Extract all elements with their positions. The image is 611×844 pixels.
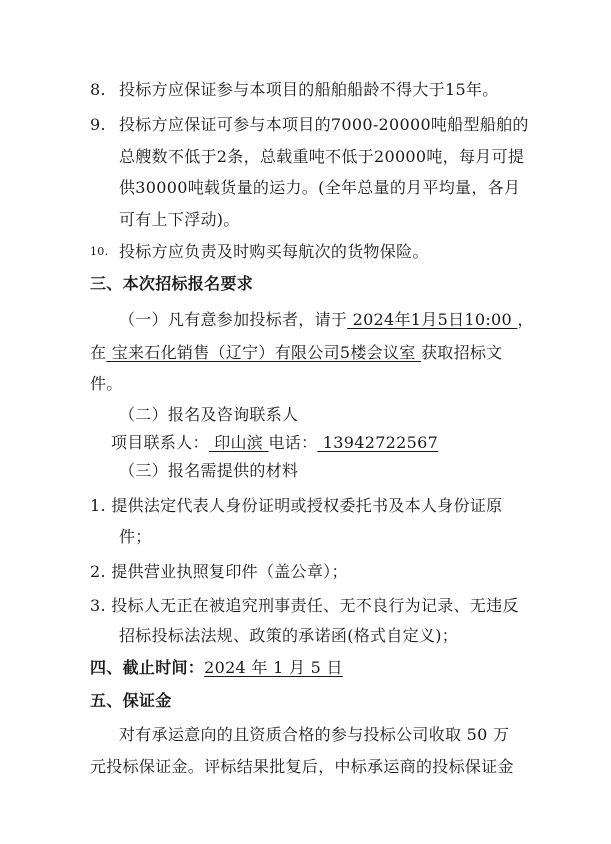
materials-subheading: （三）报名需提供的材料 (119, 461, 299, 480)
material-1-line-2: 件； (119, 527, 152, 546)
registration-intro: （一）凡有意参加投标者，请于 (119, 310, 348, 329)
registration-line-1 (119, 310, 534, 330)
section-3-heading: 三、本次招标报名要求 (90, 274, 254, 293)
registration-line-2 (90, 343, 502, 363)
item-9-line-4: 可有上下浮动)。 (119, 210, 240, 229)
contact-line (111, 433, 438, 453)
material-2: 2. 提供营业执照复印件（盖公章）； (90, 562, 348, 581)
registration-line-3: 件。 (90, 374, 123, 393)
item-9-line-1: 投标方应保证可参与本项目的7000-20000吨船型船舶的 (119, 115, 529, 134)
deposit-line-2: 元投标保证金。评标结果批复后，中标承运商的投标保证金 (90, 757, 514, 776)
item-10-number: 10. (90, 245, 109, 258)
deadline-line (90, 658, 343, 678)
item-10-text: 投标方应负责及时购买每航次的货物保险。 (119, 242, 429, 261)
material-3-line-1: 3. 投标人无正在被追究刑事责任、无不良行为记录、无违反 (90, 596, 519, 615)
item-8-number: 8. (90, 80, 106, 99)
item-9-line-3: 供30000吨载货量的运力。(全年总量的月平均量，各月 (119, 178, 521, 197)
contact-phone: 13942722567 (317, 433, 439, 452)
item-8-text: 投标方应保证参与本项目的船舶船龄不得大于15年。 (119, 80, 499, 99)
material-3-line-2: 招标投标法法规、政策的承诺函(格式自定义)； (119, 626, 459, 645)
section-4-heading: 四、截止时间： (90, 658, 205, 677)
material-1-line-1: 1. 提供法定代表人身份证明或授权委托书及本人身份证原 (90, 496, 503, 515)
section-5-heading: 五、保证金 (90, 691, 172, 710)
registration-place: 宝来石化销售（辽宁）有限公司5楼会议室 (106, 343, 421, 362)
registration-comma: ， (517, 310, 534, 329)
deposit-line-1: 对有承运意向的且资质合格的参与投标公司收取 50 万 (119, 725, 510, 744)
contact-subheading: （二）报名及咨询联系人 (119, 405, 299, 424)
contact-name: 印山滨 (208, 433, 269, 452)
registration-obtain: 获取招标文 (420, 343, 503, 362)
item-9-number: 9. (90, 115, 106, 134)
item-9-line-2: 总艘数不低于2条，总载重吨不低于20000吨，每月可提 (119, 147, 525, 166)
phone-label: 电话： (268, 433, 318, 452)
deadline-date: 2024 年 1 月 5 日 (204, 658, 343, 677)
registration-date: 2024年1月5日10:00 (347, 310, 518, 329)
registration-at: 在 (90, 343, 107, 362)
contact-label: 项目联系人： (111, 433, 209, 452)
